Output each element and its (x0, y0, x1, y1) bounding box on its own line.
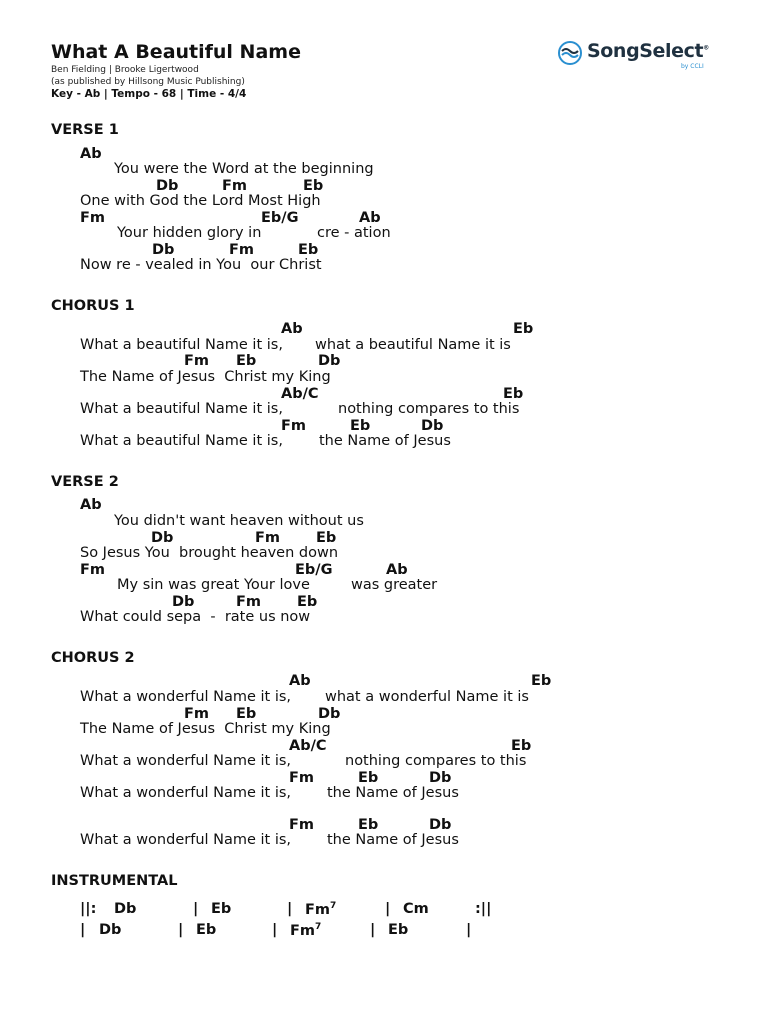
chord: Cm (403, 901, 429, 917)
key-tempo-time: Key - Ab | Tempo - 68 | Time - 4/4 (51, 88, 247, 100)
lyric-line: nothing compares to this (345, 753, 527, 769)
lyric-line: Your hidden glory in (117, 225, 262, 241)
chord: Eb/G (295, 562, 333, 578)
chord: Db (421, 418, 444, 434)
chord: Eb (298, 242, 319, 258)
bar-line: | (80, 922, 86, 938)
chord: Eb (358, 817, 379, 833)
lyric-line: What a wonderful Name it is, (80, 832, 292, 848)
chord: Db (172, 594, 195, 610)
lyric-line: cre - ation (317, 225, 391, 241)
chord: Eb (513, 321, 534, 337)
bar-line: | (370, 922, 376, 938)
chord: Db (429, 817, 452, 833)
chord: Fm (184, 353, 210, 369)
chord: Db (318, 353, 341, 369)
lyric-line: what a beautiful Name it is (315, 337, 511, 353)
lyric-line: You were the Word at the beginning (114, 161, 374, 177)
chord: Eb (236, 353, 257, 369)
bar-line: ||: (80, 901, 97, 917)
song-title: What A Beautiful Name (51, 41, 301, 63)
chord: Eb (503, 386, 524, 402)
lyric-line: What a wonderful Name it is, (80, 689, 292, 705)
bar-line: | (385, 901, 391, 917)
chord: Eb/G (261, 210, 299, 226)
lyric-line: So Jesus You brought heaven down (80, 545, 339, 561)
chord: Eb (303, 178, 324, 194)
chord (305, 901, 336, 918)
chord: Fm (289, 817, 315, 833)
bar-line: | (287, 901, 293, 917)
chord: Eb (316, 530, 337, 546)
lyric-line: nothing compares to this (338, 401, 520, 417)
chord: Eb (531, 673, 552, 689)
chord: Eb (350, 418, 371, 434)
chord: Fm (229, 242, 255, 258)
bar-line: | (193, 901, 199, 917)
chord: Db (152, 242, 175, 258)
lyric-line: What could sepa - rate us now (80, 609, 311, 625)
logo-sub: by CCLI (681, 63, 704, 70)
lyric-line: The Name of Jesus Christ my King (80, 369, 331, 385)
bar-line: | (178, 922, 184, 938)
songselect-logo (557, 38, 717, 72)
chord: Fm (289, 770, 315, 786)
lyric-line: what a wonderful Name it is (325, 689, 529, 705)
chord: Eb (297, 594, 318, 610)
lyric-line: One with God the Lord Most High (80, 193, 321, 209)
chord-extension: 7 (315, 922, 322, 932)
chord: Eb (196, 922, 217, 938)
lyric-line: The Name of Jesus Christ my King (80, 721, 331, 737)
chord: Ab (359, 210, 381, 226)
chord: Db (99, 922, 122, 938)
lyric-line: the Name of Jesus (319, 433, 451, 449)
section-title-instrumental: INSTRUMENTAL (51, 873, 178, 889)
chord: Ab (80, 146, 102, 162)
section-title-verse1: VERSE 1 (51, 122, 119, 138)
chord: Fm (80, 210, 106, 226)
logo-name: SongSelect (587, 40, 704, 62)
lyric-line: the Name of Jesus (327, 832, 459, 848)
chord: Eb (388, 922, 409, 938)
songselect-wave-icon (557, 40, 583, 66)
lyric-line: You didn't want heaven without us (114, 513, 364, 529)
chord: Fm (255, 530, 281, 546)
lyric-line: What a beautiful Name it is, (80, 433, 283, 449)
chord: Fm (222, 178, 248, 194)
section-title-verse2: VERSE 2 (51, 474, 119, 490)
section-title-chorus2: CHORUS 2 (51, 650, 135, 666)
lyric-line: was greater (351, 577, 438, 593)
lyric-line: What a beautiful Name it is, (80, 401, 283, 417)
repeat-end: :|| (475, 901, 492, 917)
chord: Db (114, 901, 137, 917)
chord: Ab (386, 562, 408, 578)
chord: Db (318, 706, 341, 722)
chord: Ab/C (281, 386, 319, 402)
chord: Fm (184, 706, 210, 722)
section-title-chorus1: CHORUS 1 (51, 298, 135, 314)
chord: Ab (80, 497, 102, 513)
lyric-line: the Name of Jesus (327, 785, 459, 801)
song-publisher: (as published by Hillsong Music Publishing) (51, 77, 245, 87)
lyric-line: What a beautiful Name it is, (80, 337, 283, 353)
chord: Ab (289, 673, 311, 689)
chord: Db (156, 178, 179, 194)
song-authors: Ben Fielding | Brooke Ligertwood (51, 65, 199, 75)
chord: Eb (211, 901, 232, 917)
chord: Eb (511, 738, 532, 754)
lyric-line: Now re - vealed in You our Christ (80, 257, 322, 273)
chord-root: Fm (290, 922, 316, 939)
chord: Eb (236, 706, 257, 722)
chord: Db (429, 770, 452, 786)
bar-line: | (272, 922, 278, 938)
chord: Fm (80, 562, 106, 578)
chord-extension: 7 (330, 901, 337, 911)
chord: Ab/C (289, 738, 327, 754)
chord: Eb (358, 770, 379, 786)
bar-line: | (466, 922, 472, 938)
chord: Ab (281, 321, 303, 337)
lyric-line: What a wonderful Name it is, (80, 753, 292, 769)
chord: Fm (236, 594, 262, 610)
lyric-line: My sin was great Your love (117, 577, 310, 593)
logo-tm: ® (703, 44, 709, 52)
chord: Fm (281, 418, 307, 434)
chord-root: Fm (305, 901, 331, 918)
lyric-line: What a wonderful Name it is, (80, 785, 292, 801)
chord: Db (151, 530, 174, 546)
chord (290, 922, 321, 939)
